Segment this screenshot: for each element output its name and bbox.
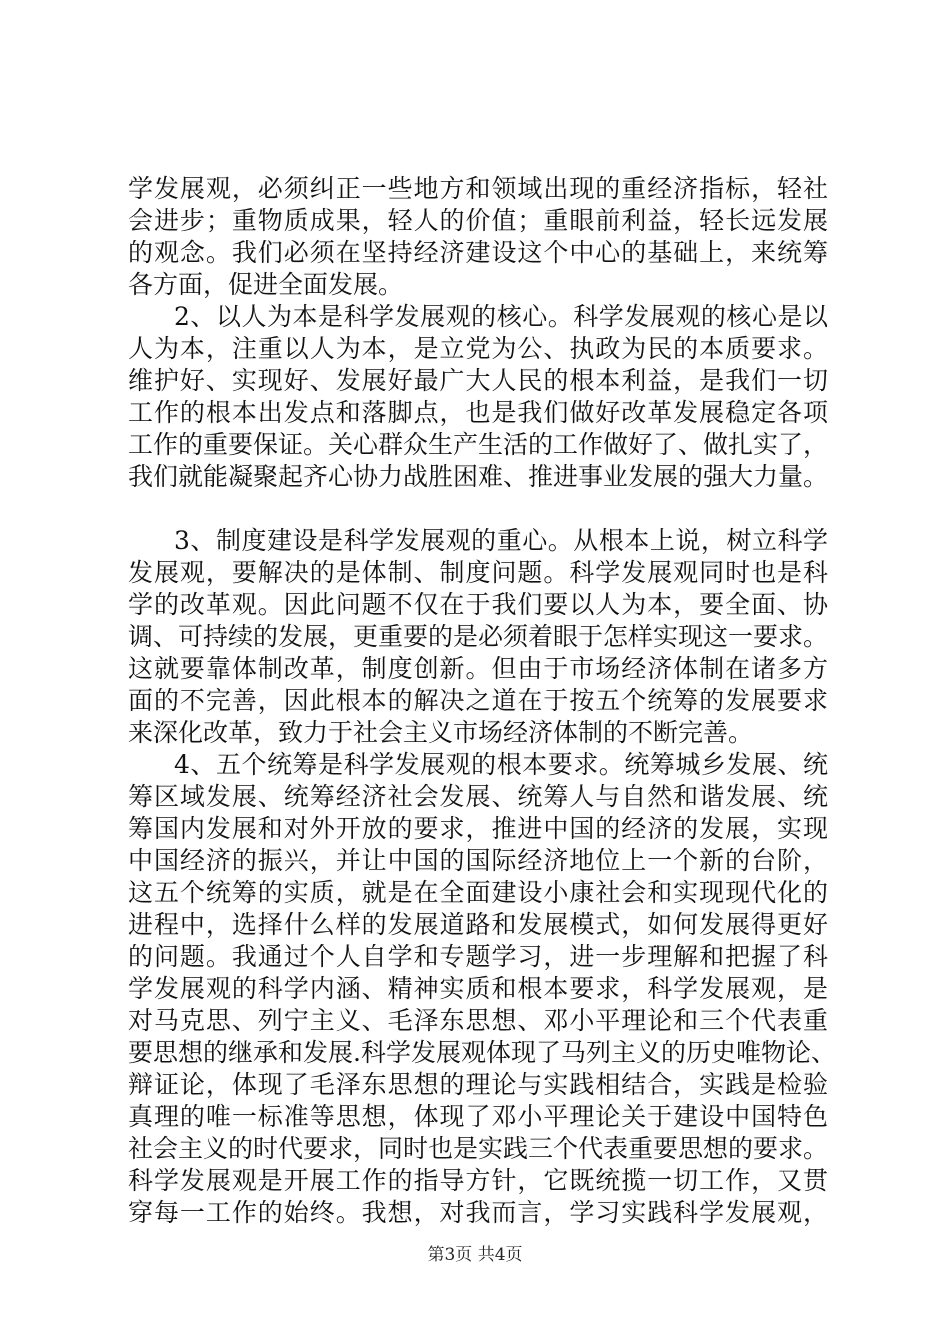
text-line: 进程中，选择什么样的发展道路和发展模式，如何发展得更好	[128, 910, 828, 939]
text-line: 社会主义的时代要求，同时也是实践三个代表重要思想的要求。	[128, 1134, 829, 1163]
paragraph-spacer	[128, 493, 828, 525]
text-line: 各方面，促进全面发展。	[128, 270, 404, 299]
text-line: 面的不完善，因此根本的解决之道在于按五个统筹的发展要求	[128, 686, 828, 715]
text-line: 人为本，注重以人为本，是立党为公、执政为民的本质要求。	[128, 334, 828, 363]
text-line: 会进步；重物质成果，轻人的价值；重眼前利益，轻长远发展	[128, 206, 828, 235]
text-line: 的观念。我们必须在坚持经济建设这个中心的基础上，来统筹	[128, 238, 828, 267]
text-line: 中国经济的振兴，并让中国的国际经济地位上一个新的台阶，	[128, 846, 828, 875]
text-line: 来深化改革，致力于社会主义市场经济体制的不断完善。	[128, 718, 754, 747]
text-line: 真理的唯一标准等思想，体现了邓小平理论关于建设中国特色	[128, 1102, 828, 1131]
text-line: 工作的重要保证。关心群众生产生活的工作做好了、做扎实了，	[128, 430, 829, 459]
text-line: 调、可持续的发展，更重要的是必须着眼于怎样实现这一要求。	[128, 622, 829, 651]
text-line: 工作的根本出发点和落脚点，也是我们做好改革发展稳定各项	[128, 398, 828, 427]
text-line: 这五个统筹的实质，就是在全面建设小康社会和实现现代化的	[128, 878, 828, 907]
paragraph-2-first-line: 2、以人为本是科学发展观的核心。科学发展观的核心是以	[174, 302, 828, 331]
text-line: 筹国内发展和对外开放的要求，推进中国的经济的发展，实现	[128, 814, 828, 843]
paragraph-4-first-line: 4、五个统筹是科学发展观的根本要求。统筹城乡发展、统	[174, 750, 828, 779]
text-line: 发展观，要解决的是体制、制度问题。科学发展观同时也是科	[128, 558, 828, 587]
text-line: 科学发展观是开展工作的指导方针，它既统揽一切工作，又贯	[128, 1166, 828, 1195]
text-line: 要思想的继承和发展.科学发展观体现了马列主义的历史唯物论、	[128, 1038, 836, 1067]
text-line: 学的改革观。因此问题不仅在于我们要以人为本，要全面、协	[128, 590, 828, 619]
document-body	[128, 173, 836, 1229]
paragraph-3-first-line: 3、制度建设是科学发展观的重心。从根本上说，树立科学	[174, 526, 828, 555]
text-line: 辩证论，体现了毛泽东思想的理论与实践相结合，实践是检验	[128, 1070, 828, 1099]
text-line: 维护好、实现好、发展好最广大人民的根本利益，是我们一切	[128, 366, 828, 395]
text-line: 学发展观的科学内涵、精神实质和根本要求，科学发展观，是	[128, 974, 828, 1003]
text-line: 的问题。我通过个人自学和专题学习，进一步理解和把握了科	[128, 942, 828, 971]
text-line: 学发展观，必须纠正一些地方和领域出现的重经济指标，轻社	[128, 174, 828, 203]
text-line: 穿每一工作的始终。我想，对我而言，学习实践科学发展观，	[128, 1198, 828, 1227]
text-line: 这就要靠体制改革，制度创新。但由于市场经济体制在诸多方	[128, 654, 828, 683]
text-line: 我们就能凝聚起齐心协力战胜困难、推进事业发展的强大力量。	[128, 462, 829, 491]
text-line: 筹区域发展、统筹经济社会发展、统筹人与自然和谐发展、统	[128, 782, 828, 811]
text-line: 对马克思、列宁主义、毛泽东思想、邓小平理论和三个代表重	[128, 1006, 828, 1035]
page-number-footer: 第3页 共4页	[427, 1245, 523, 1265]
